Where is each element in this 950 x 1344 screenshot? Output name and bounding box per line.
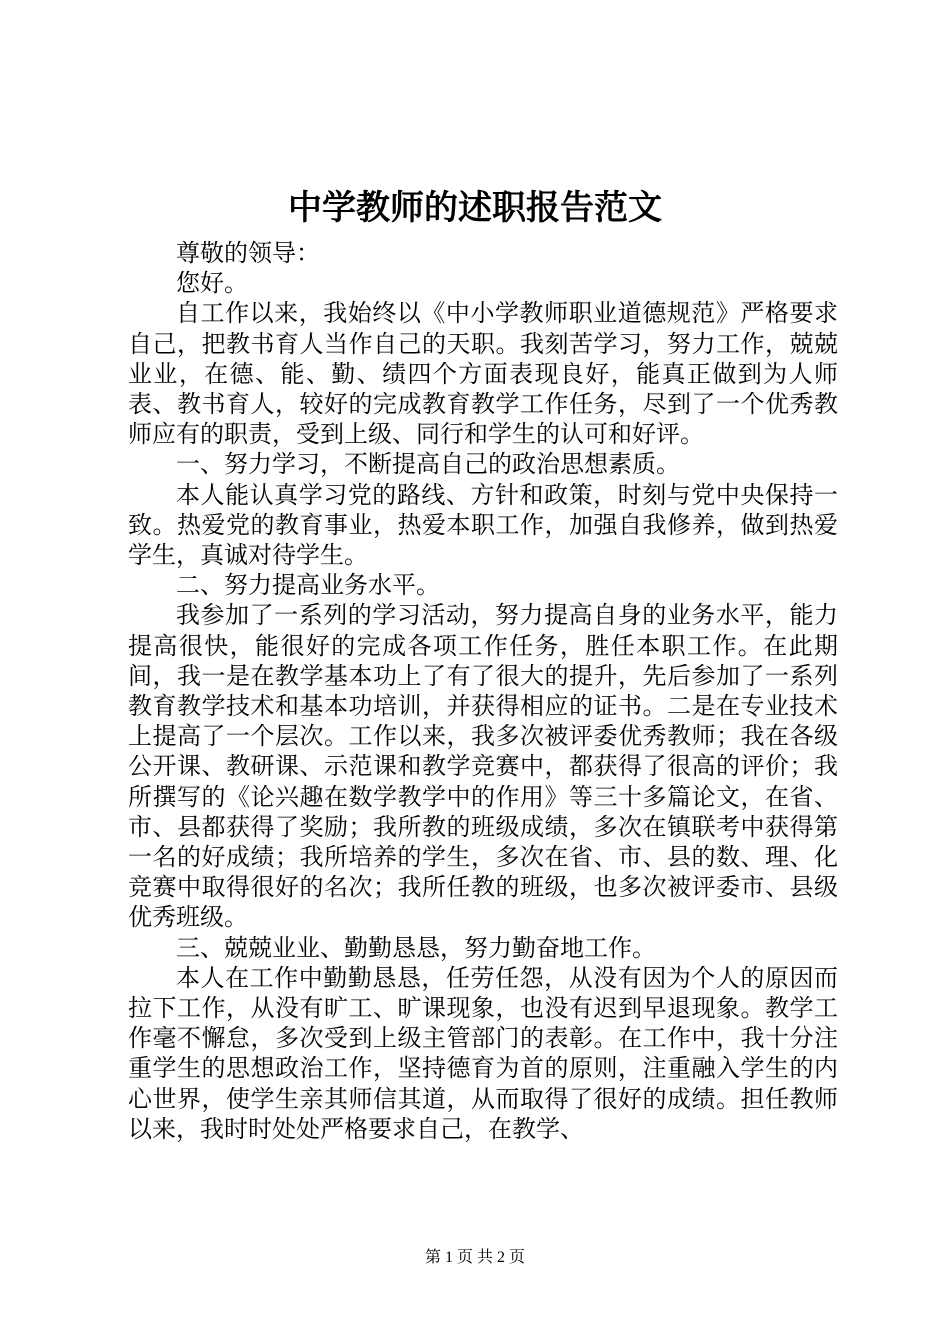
section-paragraph-2: 我参加了一系列的学习活动，努力提高自身的业务水平，能力提高很快，能很好的完成各项工作任务，胜任本职工作。在此期间，我一是在教学基本功上了有了很大的提升，先后参加了一系列教育教学技术和基本功培训，并获得相应的证书。二是在专业技术上提高了一个层次。工作以来，我多次被评委优秀教师；我在各级公开课、教研课、示范课和教学竞赛中，都获得了很高的评价；我所撰写的《论兴趣在数学教学中的作用》等三十多篇论文，在省、市、县都获得了奖励；我所教的班级成绩，多次在镇联考中获得第一名的好成绩；我所培养的学生，多次在省、市、县的数、理、化竞赛中取得很好的名次；我所任教的班级，也多次被评委市、县级优秀班级。 bbox=[128, 601, 838, 932]
page-number-footer: 第 1 页 共 2 页 bbox=[424, 1249, 525, 1266]
document-body bbox=[128, 238, 838, 1144]
section-paragraph-3: 本人在工作中勤勤恳恳，任劳任怨，从没有因为个人的原因而拉下工作，从没有旷工、旷课现象，也没有迟到早退现象。教学工作毫不懈怠，多次受到上级主管部门的表彰。在工作中，我十分注重学生的思想政治工作，坚持德育为首的原则，注重融入学生的内心世界，使学生亲其师信其道，从而取得了很好的成绩。担任教师以来，我时时处处严格要求自己，在教学、 bbox=[128, 963, 838, 1143]
greeting: 您好。 bbox=[176, 269, 248, 298]
salutation: 尊敬的领导： bbox=[176, 239, 320, 267]
section-heading-2: 二、努力提高业务水平。 bbox=[176, 571, 440, 600]
intro-paragraph: 自工作以来，我始终以《中小学教师职业道德规范》严格要求自己，把教书育人当作自己的天职。我刻苦学习，努力工作，兢兢业业，在德、能、勤、绩四个方面表现良好，能真正做到为人师表、教书育人，较好的完成教育教学工作任务，尽到了一个优秀教师应有的职责，受到上级、同行和学生的认可和好评。 bbox=[128, 299, 838, 449]
section-paragraph-1: 本人能认真学习党的路线、方针和政策，时刻与党中央保持一致。热爱党的教育事业，热爱本职工作，加强自我修养，做到热爱学生，真诚对待学生。 bbox=[128, 480, 838, 570]
section-heading-1: 一、努力学习，不断提高自己的政治思想素质。 bbox=[176, 450, 680, 479]
section-heading-3: 三、兢兢业业、勤勤恳恳，努力勤奋地工作。 bbox=[176, 933, 656, 962]
document-title: 中学教师的述职报告范文 bbox=[288, 188, 662, 228]
